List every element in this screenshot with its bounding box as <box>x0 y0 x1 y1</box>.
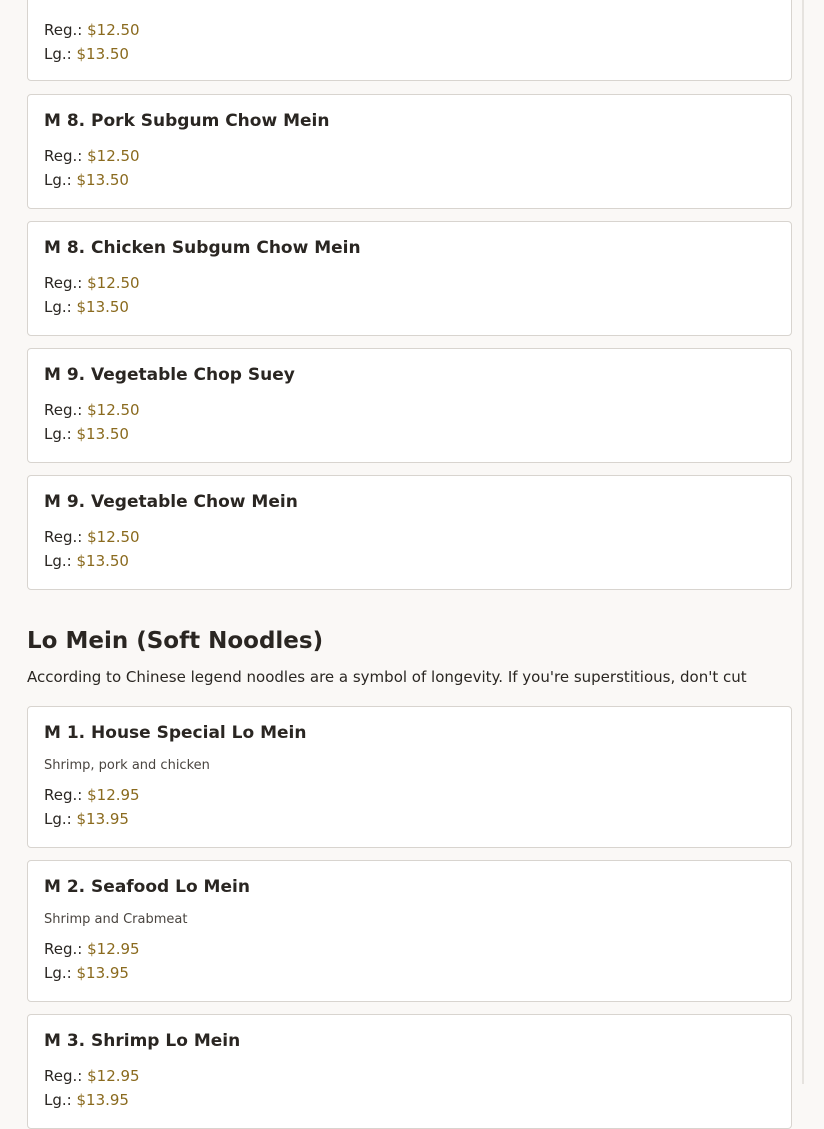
price-amount: $13.50 <box>76 425 129 443</box>
size-label: Lg.: <box>44 1091 72 1109</box>
scrollbar-track[interactable] <box>802 0 804 1084</box>
menu-item-card[interactable] <box>27 94 792 209</box>
price-amount: $12.95 <box>87 1067 140 1085</box>
price-amount: $13.50 <box>76 45 129 63</box>
size-label: Lg.: <box>44 298 72 316</box>
size-label: Lg.: <box>44 425 72 443</box>
price-amount: $13.50 <box>76 171 129 189</box>
price-amount: $12.50 <box>87 401 140 419</box>
menu-item-card[interactable] <box>27 0 792 81</box>
price-amount: $12.50 <box>87 528 140 546</box>
menu-item-card[interactable] <box>27 860 792 1002</box>
price-large <box>44 171 129 189</box>
price-regular <box>44 401 140 419</box>
price-regular <box>44 528 140 546</box>
size-label: Lg.: <box>44 45 72 63</box>
price-large <box>44 425 129 443</box>
size-label: Lg.: <box>44 552 72 570</box>
menu-item-card[interactable] <box>27 1014 792 1129</box>
price-amount: $12.50 <box>87 147 140 165</box>
item-name: M 1. House Special Lo Mein <box>44 723 307 743</box>
price-amount: $13.95 <box>76 810 129 828</box>
size-label: Reg.: <box>44 528 83 546</box>
item-description: Shrimp, pork and chicken <box>44 758 210 773</box>
size-label: Lg.: <box>44 810 72 828</box>
price-large <box>44 1091 129 1109</box>
size-label: Reg.: <box>44 401 83 419</box>
menu-item-card[interactable] <box>27 221 792 336</box>
price-large <box>44 298 129 316</box>
price-regular <box>44 147 140 165</box>
item-description: Shrimp and Crabmeat <box>44 912 188 927</box>
price-amount: $13.50 <box>76 552 129 570</box>
menu-item-card[interactable] <box>27 348 792 463</box>
price-amount: $13.50 <box>76 298 129 316</box>
item-name: M 9. Vegetable Chop Suey <box>44 365 295 385</box>
price-large <box>44 45 129 63</box>
price-large <box>44 964 129 982</box>
price-regular <box>44 1067 140 1085</box>
price-amount: $12.50 <box>87 21 140 39</box>
size-label: Reg.: <box>44 1067 83 1085</box>
size-label: Reg.: <box>44 21 83 39</box>
size-label: Reg.: <box>44 940 83 958</box>
price-large <box>44 552 129 570</box>
price-amount: $13.95 <box>76 1091 129 1109</box>
price-regular <box>44 786 140 804</box>
section-title: Lo Mein (Soft Noodles) <box>27 628 324 654</box>
menu-item-card[interactable] <box>27 475 792 590</box>
menu-item-card[interactable] <box>27 706 792 848</box>
item-name: M 2. Seafood Lo Mein <box>44 877 250 897</box>
price-large <box>44 810 129 828</box>
price-regular <box>44 940 140 958</box>
item-name: M 9. Vegetable Chow Mein <box>44 492 298 512</box>
item-name: M 3. Shrimp Lo Mein <box>44 1031 241 1051</box>
price-amount: $13.95 <box>76 964 129 982</box>
item-name: M 8. Pork Subgum Chow Mein <box>44 111 330 131</box>
size-label: Lg.: <box>44 964 72 982</box>
size-label: Lg.: <box>44 171 72 189</box>
section-description: According to Chinese legend noodles are a symbol of longevity. If you're superstitious, don't cut <box>27 668 747 686</box>
price-regular <box>44 274 140 292</box>
size-label: Reg.: <box>44 786 83 804</box>
price-amount: $12.95 <box>87 786 140 804</box>
price-amount: $12.95 <box>87 940 140 958</box>
price-regular <box>44 21 140 39</box>
item-name: M 8. Chicken Subgum Chow Mein <box>44 238 361 258</box>
size-label: Reg.: <box>44 274 83 292</box>
price-amount: $12.50 <box>87 274 140 292</box>
size-label: Reg.: <box>44 147 83 165</box>
